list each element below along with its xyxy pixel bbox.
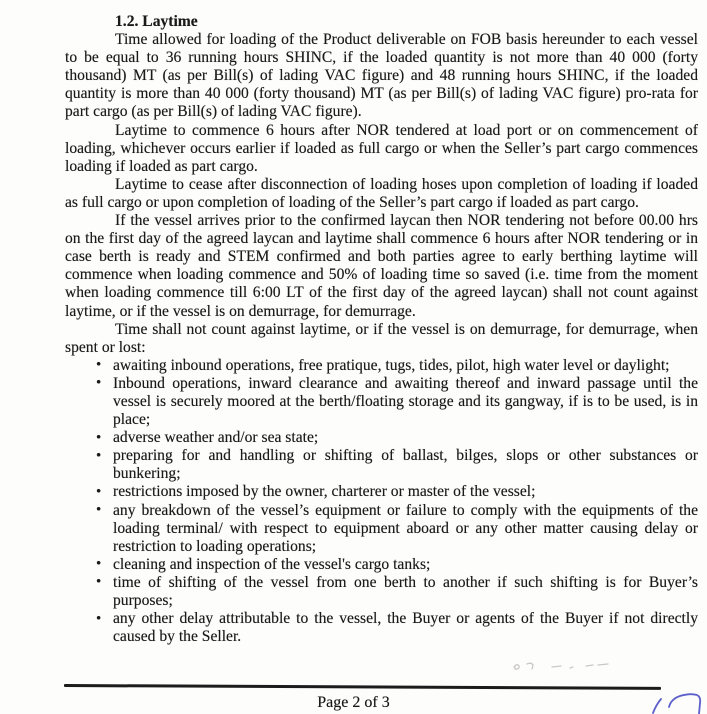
bullet-icon: •: [96, 375, 102, 392]
list-item: [95, 447, 698, 483]
paragraph-laytime-commence: Laytime to commence 6 hours after NOR tendered at load port or on commencement of loading, whichever occurs earlier if loaded as full cargo or when the Seller’s part cargo commences loading if loaded as part cargo.: [65, 121, 698, 175]
list-item-text: any other delay attributable to the vessel, the Buyer or agents of the Buyer if not directly caused by the Seller.: [113, 610, 698, 646]
section-heading: 1.2. Laytime: [115, 13, 198, 30]
list-item: [95, 610, 698, 646]
list-item-text: Inbound operations, inward clearance and awaiting thereof and inward passage until the vessel is securely moored at the berth/floating storage and its gangway, if is to be used, is in place;: [113, 374, 698, 429]
list-item: [95, 556, 698, 574]
footer-divider: [64, 684, 661, 690]
exceptions-list: [65, 357, 698, 647]
bullet-icon: •: [96, 610, 102, 627]
list-item-text: preparing for and handling or shifting of ballast, bilges, slops or other substances or bunkering;: [113, 447, 698, 483]
list-item-text: cleaning and inspection of the vessel's cargo tanks;: [113, 555, 431, 573]
list-item-text: time of shifting of the vessel from one berth to another if such shifting is for Buyer’s purposes;: [113, 573, 698, 609]
paragraph-early-arrival: If the vessel arrives prior to the confirmed laycan then NOR tendering not before 00.00 hrs on the first day of the agreed laycan and laytime shall commence 6 hours after NOR tendering or in case berth is ready and STEM confirmed and both parties agree to early berthing laytime will commence when loading commence and 50% of loading time so saved (i.e. time from the moment when loading commence till 6:00 LT of the first day of the agreed laycan) shall not count against laytime, or if the vessel is on demurrage, for demurrage.: [65, 212, 698, 320]
bullet-icon: •: [96, 574, 102, 591]
bullet-icon: •: [96, 502, 102, 519]
list-item-text: restrictions imposed by the owner, charterer or master of the vessel;: [113, 483, 536, 501]
bullet-icon: •: [96, 483, 102, 500]
list-item-text: awaiting inbound operations, free pratique, tugs, tides, pilot, high water level or daylight;: [113, 356, 670, 374]
list-item-text: any breakdown of the vessel’s equipment or failure to comply with the equipments of the loading terminal/ with respect to equipment aboard or any other matter causing delay or restriction to loading operations;: [113, 501, 698, 555]
bullet-icon: •: [96, 556, 102, 573]
pencil-smudge-annotation: [500, 654, 645, 678]
list-item: [95, 429, 698, 447]
paragraph-exclusions-intro: Time shall not count against laytime, or if the vessel is on demurrage, for demurrage, when spent or lost:: [65, 320, 698, 356]
list-item-text: adverse weather and/or sea state;: [113, 429, 319, 447]
page-number: Page 2 of 3: [317, 694, 390, 711]
bullet-icon: •: [96, 429, 102, 446]
list-item: [95, 502, 698, 556]
bullet-icon: •: [96, 357, 102, 374]
list-item: [95, 574, 698, 610]
paragraph-time-allowed: Time allowed for loading of the Product deliverable on FOB basis hereunder to each vessel to be equal to 36 running hours SHINC, if the loaded quantity is not more than 40 000 (forty thousand) MT (as per Bill(s) of lading VAC figure) and 48 running hours SHINC, if the loaded quantity is more than 40 000 (forty thousand) MT (as per Bill(s) of lading VAC figure) pro-rata for part cargo (as per Bill(s) of lading VAC figure).: [65, 31, 698, 121]
paragraph-laytime-cease: Laytime to cease after disconnection of loading hoses upon completion of loading if loaded as full cargo or upon completion of loading of the Seller’s part cargo if loaded as part cargo.: [65, 175, 698, 211]
list-item: [95, 357, 698, 375]
bullet-icon: •: [96, 447, 102, 464]
document-body: [65, 13, 698, 646]
list-item: [95, 375, 698, 429]
list-item: [95, 483, 698, 501]
